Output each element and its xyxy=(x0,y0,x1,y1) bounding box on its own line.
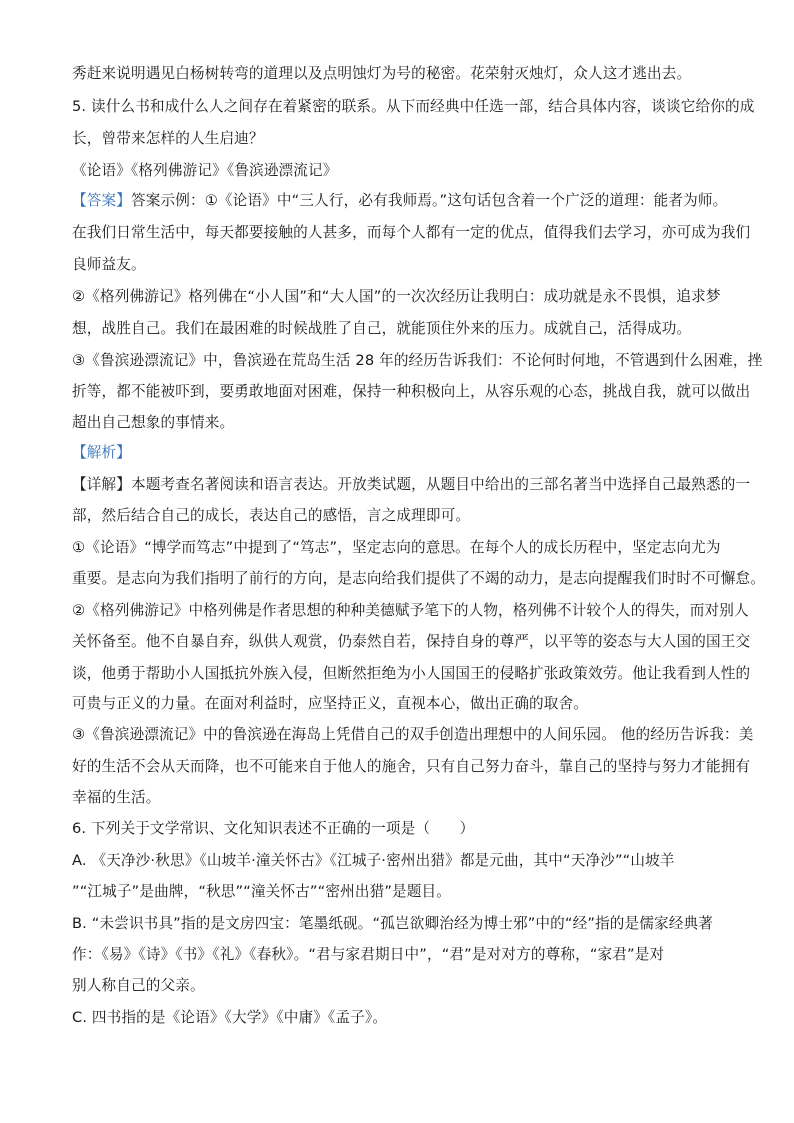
text-line: 超出自己想象的事情来。 xyxy=(72,414,235,431)
text-line: 作：《易》《诗》《书》《礼》《春秋》。“君与家君期日中”，“君”是对对方的尊称，“家君”是对 xyxy=(72,946,665,963)
text-line: ①《论语》“博学而笃志”中提到了“笃志”，坚定志向的意思。在每个人的成长历程中，坚定志向尤为 xyxy=(72,539,721,556)
text-line: 秀赶来说明遇见白杨树转弯的道理以及点明蚀灯为号的秘密。花荣射灭烛灯，众人这才逃出去。 xyxy=(72,65,692,82)
text-line: 好的生活不会从天而降，也不可能来自于他人的施舍，只有自己努力奋斗，靠自己的坚持与努力才能拥有 xyxy=(72,758,751,775)
text-line: ②《格列佛游记》格列佛在“小人国”和“大人国”的一次次经历让我明白：成功就是永不畏惧，追求梦 xyxy=(72,288,721,305)
text-line: 别人称自己的父亲。 xyxy=(72,977,205,994)
detail-text: 【详解】本题考查名著阅读和语言表达。开放类试题，从题目中给出的三部名著当中选择自己最熟悉的一 xyxy=(72,476,751,493)
analysis-tag: 【解析】 xyxy=(72,444,131,461)
text-line: ③《鲁滨逊漂流记》中的鲁滨逊在海岛上凭借自己的双手创造出理想中的人间乐园。 他的经历告诉我：美 xyxy=(72,726,754,743)
question-5-line: 5. 读什么书和成什么人之间存在着紧密的联系。从下而经典中任选一部，结合具体内容，谈谈它给你的成 xyxy=(72,98,755,115)
option-c-line: C. 四书指的是《论语》《大学》《中庸》《孟子》。 xyxy=(72,1009,388,1026)
option-b-line: B. “未尝识书具”指的是文房四宝：笔墨纸砚。“孤岂欲卿治经为博士邪”中的“经”指的是儒家经典著 xyxy=(72,915,714,932)
text-line: 谈，他勇于帮助小人国抵抗外族入侵，但断然拒绝为小人国国王的侵略扩张政策效劳。他让我看到人性的 xyxy=(72,665,751,682)
option-a-line: A. 《天净沙·秋思》《山坡羊·潼关怀古》《江城子·密州出猎》都是元曲，其中“天净沙”“山坡羊 xyxy=(72,852,675,869)
text-line: 长，曾带来怎样的人生启迪？ xyxy=(72,130,264,147)
text-line: 在我们日常生活中，每天都要接触的人甚多，而每个人都有一定的优点，值得我们去学习，亦可成为我们 xyxy=(72,224,751,241)
analysis-line xyxy=(72,443,732,463)
text-line: 折等，都不能被吓到，要勇敢地面对困难，保持一种积极向上，从容乐观的心态，挑战自我，就可以做出 xyxy=(72,383,751,400)
answer-text: 答案示例：①《论语》中“三人行，必有我师焉。”这句话包含着一个广泛的道理：能者为师。 xyxy=(130,192,728,209)
answer-tag: 【答案】 xyxy=(72,192,131,209)
detail-line xyxy=(72,475,751,495)
text-line: 可贵与正义的力量。在面对利益时，应坚持正义，直视本心，做出正确的取舍。 xyxy=(72,695,589,712)
text-line: 想，战胜自己。我们在最困难的时候战胜了自己，就能顶住外来的压力。成就自己，活得成功。 xyxy=(72,320,692,337)
text-line: 重要。是志向为我们指明了前行的方向，是志向给我们提供了不竭的动力，是志向提醒我们时时不可懈怠。 xyxy=(72,570,765,587)
book-list: 《论语》《格列佛游记》《鲁滨逊漂流记》 xyxy=(72,162,338,179)
text-line: 幸福的生活。 xyxy=(72,789,161,806)
text-line: ②《格列佛游记》中格列佛是作者思想的种种美德赋予笔下的人物，格列佛不计较个人的得失，而对别人 xyxy=(72,602,749,619)
text-line: 部，然后结合自己的成长，表达自己的感悟，言之成理即可。 xyxy=(72,507,471,524)
answer-line xyxy=(72,191,732,211)
text-line: 关怀备至。他不自暴自弃，纵供人观赏，仍泰然自若，保持自身的尊严，以平等的姿态与大人国的国王交 xyxy=(72,633,751,650)
text-line: 良师益友。 xyxy=(72,256,146,273)
question-6-line: 6. 下列关于文学常识、文化知识表述不正确的一项是（ ） xyxy=(72,820,475,837)
text-line: ”“江城子”是曲牌，“秋思”“潼关怀古”“密州出猎”是题目。 xyxy=(72,883,452,900)
text-line: ③《鲁滨逊漂流记》中，鲁滨逊在荒岛生活 28 年的经历告诉我们：不论何时何地，不管遇到什么困难，挫 xyxy=(72,352,763,369)
